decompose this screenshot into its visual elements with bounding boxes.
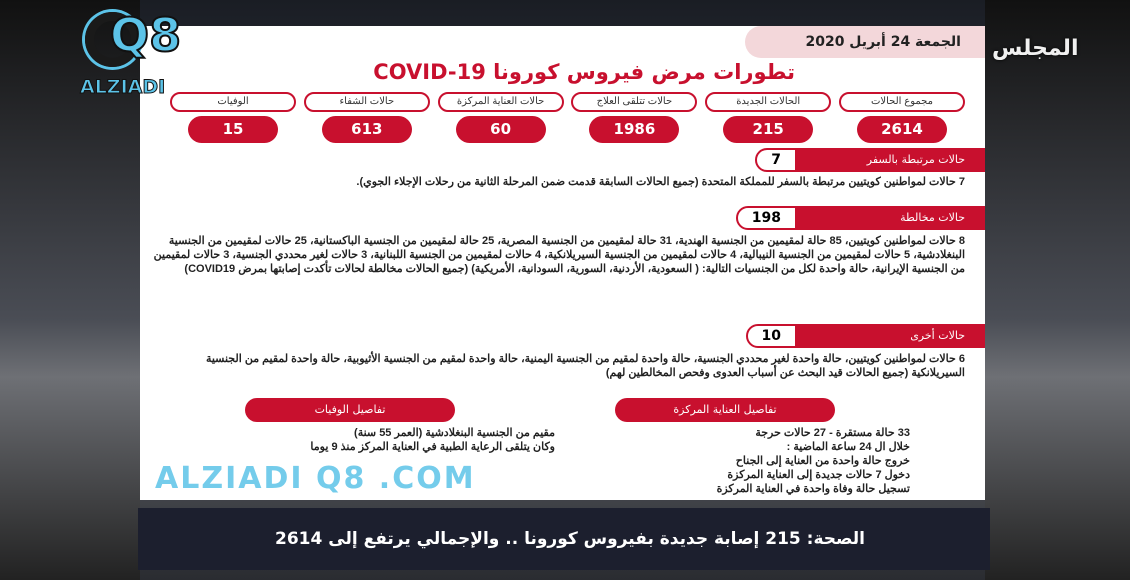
icu-line: دخول 7 حالات جديدة إلى العناية المركزة bbox=[727, 469, 910, 481]
alziadi-logo bbox=[80, 8, 182, 102]
stats-row bbox=[170, 92, 965, 143]
contact-text: 8 حالات لمواطنين كويتيين، 85 حالة لمقيمين من الجنسية الهندية، 31 حالة لمقيمين من الجنسية المصرية، 25 حالة لمقيمين من الجنسية الباكستانية، 25 حالات لمقيمين من الجنسية البنغلادشية، 5 حالات لمقيمين من الجنسية النيبالية، 4 حالات لمقيمين من الجنسية السيريلانكية، 4 حالات لمقيمين من الجنسية اللبنانية، 3 حالات لغير محددي الجنسية، 3 حالات لمقيمين من الجنسية الإيرانية، حالة واحدة لكل من الجنسيات التالية: ( السعودية، الأردنية، السورية، السودانية، الأمريكية) (جميع الحالات مخالطة لحالات تأكدت إصابتها بمرض COVID19) bbox=[153, 235, 965, 275]
deaths-details-header: تفاصيل الوفيات bbox=[245, 398, 455, 422]
icu-line: 33 حالة مستقرة - 27 حالات حرجة bbox=[755, 427, 910, 439]
icu-line: خلال ال 24 ساعة الماضية : bbox=[786, 441, 910, 453]
travel-section-header bbox=[755, 148, 985, 172]
channel-logo: المجلس bbox=[992, 36, 1079, 61]
watermark: ALZIADI Q8 .COM bbox=[155, 461, 476, 496]
stat-new bbox=[705, 92, 831, 143]
icu-line: خروج حالة واحدة من العناية إلى الجناح bbox=[735, 455, 910, 467]
stat-label: مجموع الحالات bbox=[839, 92, 965, 112]
stat-value: 613 bbox=[322, 116, 412, 143]
stat-value: 215 bbox=[723, 116, 813, 143]
logo-mark: Q8 bbox=[110, 8, 182, 62]
travel-text: 7 حالات لمواطنين كويتيين مرتبطة بالسفر للمملكة المتحدة (جميع الحالات السابقة قدمت ضمن المرحلة الثانية من رحلات الإجلاء الجوي). bbox=[356, 176, 965, 188]
icu-details-header: تفاصيل العناية المركزة bbox=[615, 398, 835, 422]
stat-value: 1986 bbox=[589, 116, 679, 143]
stat-label: حالات الشفاء bbox=[304, 92, 430, 112]
stat-label: حالات تتلقى العلاج bbox=[571, 92, 697, 112]
other-section-header bbox=[746, 324, 985, 348]
section-count: 7 bbox=[755, 148, 797, 172]
section-label: حالات مرتبطة بالسفر bbox=[785, 148, 985, 172]
infographic-title: تطورات مرض فيروس كورونا COVID-19 bbox=[373, 60, 795, 84]
other-text: 6 حالات لمواطنين كويتيين، حالة واحدة لغير محددي الجنسية، حالة واحدة لمقيم من الجنسية اليمنية، حالة واحدة لمقيم من الجنسية الأثيوبية، حالة واحدة لمقيم من الجنسية السيريلانكية (جميع الحالات قيد البحث عن أسباب العدوى وفحص المخالطين لهم) bbox=[205, 353, 965, 379]
stat-label: حالات العناية المركزة bbox=[438, 92, 564, 112]
logo-text: ALZIADI bbox=[80, 76, 166, 98]
section-count: 10 bbox=[746, 324, 797, 348]
section-count: 198 bbox=[736, 206, 797, 230]
deaths-line: وكان يتلقى الرعاية الطبية في العناية المركز منذ 9 يوما bbox=[310, 441, 555, 453]
stat-value: 2614 bbox=[857, 116, 947, 143]
deaths-line: مقيم من الجنسية البنغلادشية (العمر 55 سنة) bbox=[354, 427, 555, 439]
stat-value: 15 bbox=[188, 116, 278, 143]
section-label: حالات مخالطة bbox=[785, 206, 985, 230]
date-badge: الجمعة 24 أبريل 2020 bbox=[745, 26, 985, 58]
contact-section-header bbox=[736, 206, 985, 230]
stat-label: الحالات الجديدة bbox=[705, 92, 831, 112]
stat-value: 60 bbox=[456, 116, 546, 143]
icu-details bbox=[590, 426, 910, 496]
stat-recovered bbox=[304, 92, 430, 143]
icu-line: تسجيل حالة وفاة واحدة في العناية المركزة bbox=[716, 483, 910, 495]
stat-label: الوفيات bbox=[170, 92, 296, 112]
stat-total bbox=[839, 92, 965, 143]
background-right bbox=[985, 0, 1130, 580]
covid-infographic bbox=[140, 26, 985, 500]
deaths-details bbox=[215, 426, 555, 454]
stat-treatment bbox=[571, 92, 697, 143]
section-label: حالات أخرى bbox=[785, 324, 985, 348]
stat-icu bbox=[438, 92, 564, 143]
stat-deaths bbox=[170, 92, 296, 143]
news-caption: الصحة: 215 إصابة جديدة بفيروس كورونا .. والإجمالي يرتفع إلى 2614 bbox=[138, 508, 990, 570]
